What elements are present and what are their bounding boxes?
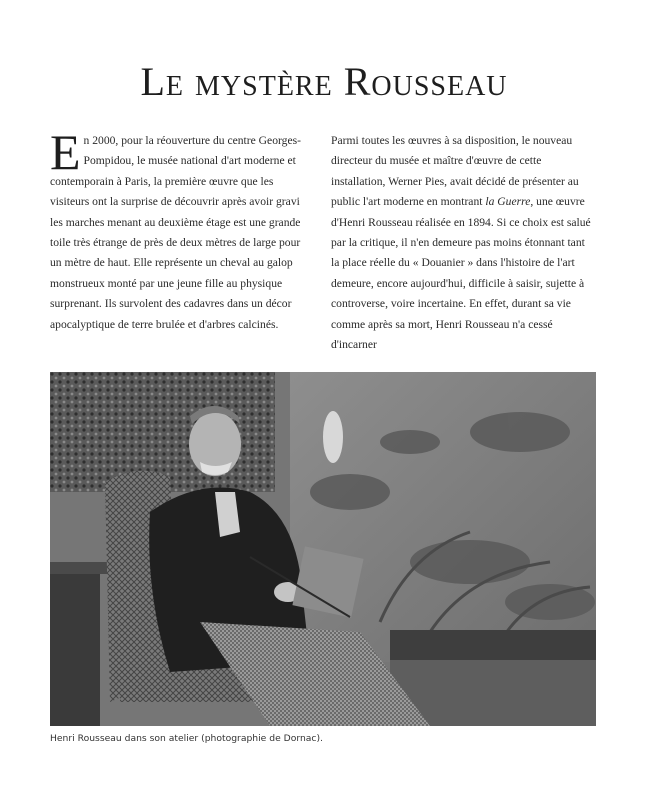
- paragraph-left: [50, 124, 312, 335]
- paragraph-right-text-1: Parmi toutes les œuvres à sa disposition, le nouveau directeur du musée et maître d'œuvre de cette installation, Werner Pies, avait décidé de présenter au public l'art moderne en montrant: [331, 134, 579, 209]
- photo-illustration: [50, 372, 596, 726]
- photo-caption: Henri Rousseau dans son atelier (photographie de Dornac).: [50, 733, 323, 744]
- drop-cap: E: [50, 124, 81, 180]
- text-column-right: [331, 131, 593, 355]
- palette: [292, 546, 363, 617]
- paragraph-left-text: n 2000, pour la réouverture du centre Georges-Pompidou, le musée national d'art moderne et contemporain à Paris, la première œuvre que les visiteurs ont la surprise de découvrir après avoir gravi les marches menant au deuxième étage est une grande toile très étrange de près de deux mètres de large pour un mètre de haut. Elle représente un cheval au galop monstrueux monté par une jeune fille au physique surprenant. Ils survolent des cadavres dans un décor apocalyptique de terre brulée et d'arbres calcinés.: [50, 134, 301, 331]
- paragraph-right: [331, 131, 593, 355]
- artwork-title: la Guerre: [485, 195, 531, 209]
- paragraph-right-text-2: , une œuvre d'Henri Rousseau réalisée en 1894. Si ce choix est salué par la critique, il n'en demeure pas moins étonnant tant la place réelle du « Douanier » dans l'histoire de l'art demeure, encore aujourd'hui, difficile à saisir, sujette à controverse, voire incertaine. En effet, durant sa vie comme après sa mort, Henri Rousseau n'a cessé d'incarner: [331, 195, 591, 352]
- page-title: Le mystère Rousseau: [140, 59, 508, 104]
- atelier-photograph: [50, 372, 596, 726]
- text-column-left: [50, 124, 312, 335]
